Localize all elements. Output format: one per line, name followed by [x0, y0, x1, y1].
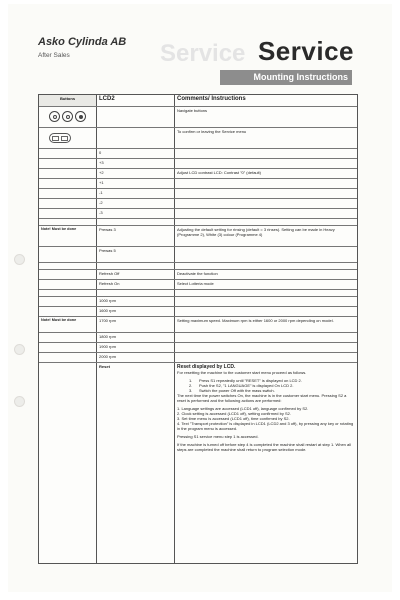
- confirm-button-icon: [49, 133, 71, 143]
- section-banner: Mounting Instructions: [220, 70, 352, 85]
- button-middle-icon: [62, 111, 73, 122]
- service-watermark: Service: [160, 40, 246, 67]
- page-title: Service: [257, 36, 354, 66]
- table-header-row: [39, 95, 357, 107]
- column-header-buttons: Buttons: [39, 95, 97, 106]
- table-row: To confirm or leaving the Service menu: [39, 128, 357, 149]
- table-row: -1: [39, 189, 357, 199]
- table-row: Note! Must be done Prewas 3 Adjusting the default setting for rinsing (default = 3 rinses). Setting can be made in Heavy (Programme 2), White (3) colour (Programme 4): [39, 226, 357, 247]
- table-row: [39, 219, 357, 226]
- button-left-icon: [49, 111, 60, 122]
- reset-row: Reset Reset displayed by LCD. For resetting the machine to the customer start menu proceed as follows. 1. Press S1 repeatedly until "RESET" is displayed on LCD 2. 2. Push the S2, "1 LANGUAGE" is displayed On LCD 2. 3. Switch the power Off with the mass switch. The next time the power switches On, the machine is in the customer start menu. Pressing S2 a reset is performed and the following actions are performed: 1. Language settings are accessed (LCD1 off), language confirmed by S2. 2. Clock setting is accessed (LCD1 off), setting confirmed by S2. 3. Set time menu is accessed (LCD1 off), time confirmed by S2. 4. Text "Transport protection" is displayed in LCD1 (LCD2 and 3 off), by pressing any key or rotating in the program menu is accessed. Pressing S1 service menu step 1 is accessed. If the machine is turned off before step 4 is completed the machine shall restart at step 1. When all steps are completed the machine shall return to program selection mode.: [39, 363, 357, 563]
- table-row: +1: [39, 179, 357, 189]
- department-name: After Sales: [38, 52, 70, 59]
- company-name: Asko Cylinda AB: [38, 36, 127, 48]
- column-header-lcd2: LCD2: [97, 95, 175, 106]
- table-row: -2: [39, 199, 357, 209]
- reset-step: 2. Push the S2, "1 LANGUAGE" is displayed On LCD 2.: [189, 383, 294, 389]
- punch-hole: [14, 344, 25, 355]
- table-row: Navigate buttons: [39, 107, 357, 128]
- reset-step: 1. Press S1 repeatedly until "RESET" is displayed on LCD 2.: [189, 378, 302, 384]
- punch-hole: [14, 396, 25, 407]
- reset-instructions: Reset displayed by LCD. For resetting the machine to the customer start menu proceed as follows. 1. Press S1 repeatedly until "RESET" is displayed on LCD 2. 2. Push the S2, "1 LANGUAGE" is displayed On LCD 2. 3. Switch the power Off with the mass switch. The next time the power switches On, the machine is in the customer start menu. Pressing S2 a reset is performed and the following actions are performed: 1. Language settings are accessed (LCD1 off), language confirmed by S2. 2. Clock setting is accessed (LCD1 off), setting confirmed by S2. 3. Set time menu is accessed (LCD1 off), time confirmed by S2. 4. Text "Transport protection" is displayed in LCD1 (LCD2 and 3 off), by pressing any key or rotating in the program menu is accessed. Pressing S1 service menu step 1 is accessed. If the machine is turned off before step 4 is completed the machine shall restart at step 1. When all steps are completed the machine shall return to program selection mode.: [177, 364, 354, 453]
- table-row: 1000 rpm: [39, 297, 357, 307]
- must-be-done-note: Note! Must be done: [39, 226, 97, 246]
- column-header-comments: Comments/ Instructions: [177, 96, 246, 102]
- button-right-icon: [75, 111, 86, 122]
- navigate-buttons-icon: [41, 111, 94, 122]
- table-row: 1600 rpm: [39, 307, 357, 317]
- table-row: 1800 rpm: [39, 333, 357, 343]
- must-be-done-note: Note! Must be done: [39, 317, 97, 332]
- table-row: Note! Must be done 1700 rpm Setting maximum speed. Maximum rpm is either 1600 or 2000 rpm depending on model.: [39, 317, 357, 333]
- table-row: [39, 263, 357, 270]
- table-row: Refresh On Select Lotteria mode: [39, 280, 357, 290]
- table-row: 0: [39, 149, 357, 159]
- table-row: +3: [39, 159, 357, 169]
- table-row: [39, 290, 357, 297]
- punch-hole: [14, 254, 25, 265]
- reset-step: 3. Switch the power Off with the mass switch.: [189, 388, 275, 394]
- table-row: Refresh Off Deactivate the function: [39, 270, 357, 280]
- service-table: [38, 94, 358, 564]
- table-row: 2000 rpm: [39, 353, 357, 363]
- reset-title: Reset displayed by LCD.: [177, 364, 236, 370]
- table-row: +2 Adjust LCD contrast LCD: Contrast "0" (default): [39, 169, 357, 179]
- table-row: -3: [39, 209, 357, 219]
- table-row: 1900 rpm: [39, 343, 357, 353]
- table-row: Prewas 5: [39, 247, 357, 263]
